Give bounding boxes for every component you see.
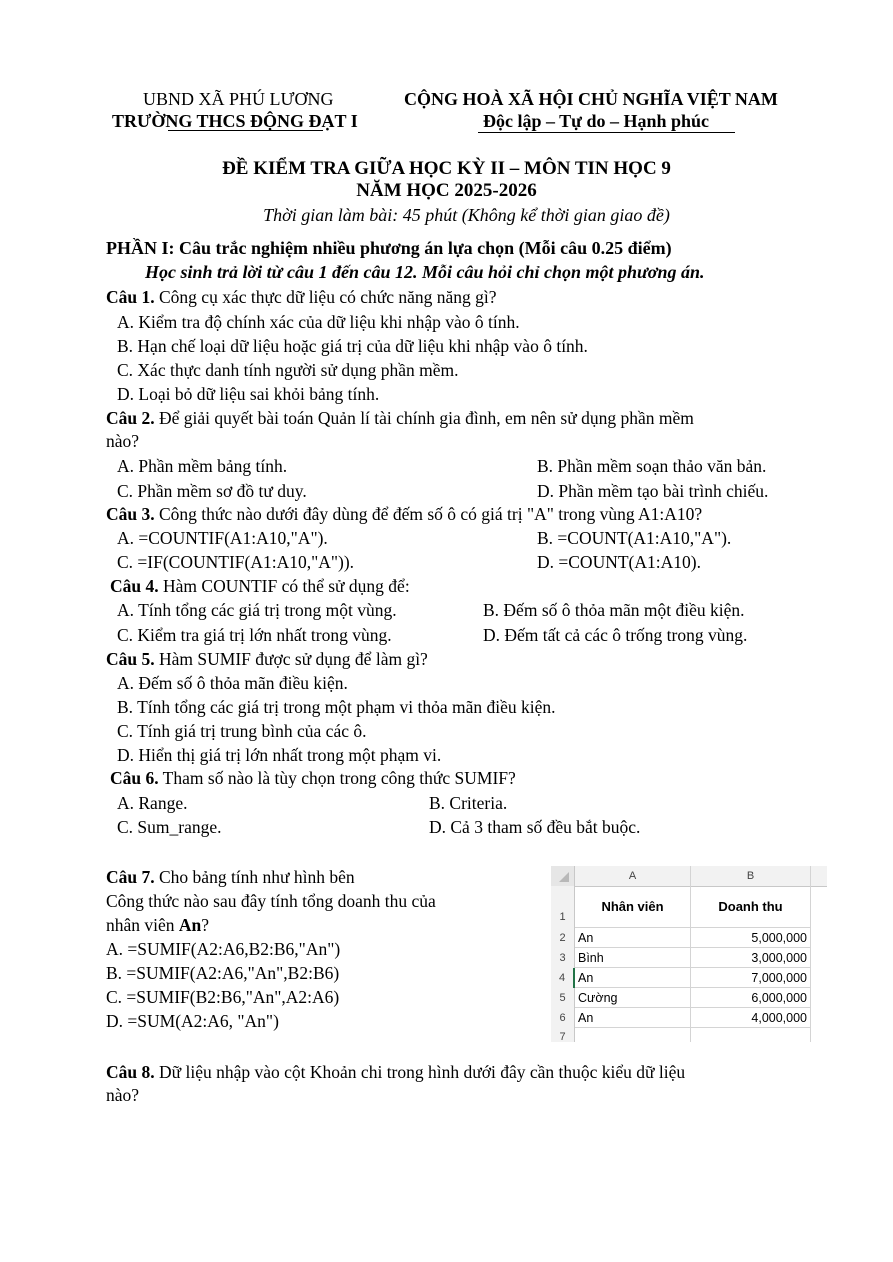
- header-left-line2: TRƯỜNG THCS ĐỘNG ĐẠT I: [112, 111, 358, 131]
- q6-text: Tham số nào là tùy chọn trong công thức SUMIF?: [158, 768, 516, 788]
- sheet-row-number: 3: [551, 948, 575, 968]
- q5-option-d: D. Hiển thị giá trị lớn nhất trong một phạm vi.: [117, 745, 442, 765]
- spreadsheet-image: [551, 866, 827, 1042]
- q3-stem: [106, 503, 702, 525]
- q5-option-b: B. Tính tổng các giá trị trong một phạm vi thỏa mãn điều kiện.: [117, 697, 556, 717]
- q4-option-a: A. Tính tổng các giá trị trong một vùng.: [117, 600, 397, 620]
- header-right-line1: CỘNG HOÀ XÃ HỘI CHỦ NGHĨA VIỆT NAM: [404, 89, 778, 109]
- q1-label: Câu 1.: [106, 287, 155, 307]
- q7-line3-pre: nhân viên: [106, 915, 179, 935]
- q1-option-a: A. Kiểm tra độ chính xác của dữ liệu khi nhập vào ô tính.: [117, 312, 520, 332]
- q6-option-d: D. Cả 3 tham số đều bắt buộc.: [429, 817, 641, 837]
- exam-duration: Thời gian làm bài: 45 phút (Không kể thời gian giao đề): [263, 205, 670, 225]
- select-all-icon: [551, 866, 575, 886]
- sheet-row-6: [551, 1008, 827, 1028]
- sheet-cell-b7: [691, 1028, 811, 1042]
- q7-option-d: D. =SUM(A2:A6, "An"): [106, 1011, 279, 1031]
- sheet-col-a: A: [575, 866, 691, 886]
- q1-option-c: C. Xác thực danh tính người sử dụng phần mềm.: [117, 360, 459, 380]
- sheet-corner: [551, 866, 575, 886]
- q4-text: Hàm COUNTIF có thể sử dụng để:: [158, 576, 410, 596]
- q3-label: Câu 3.: [106, 504, 155, 524]
- sheet-col-b: B: [691, 866, 811, 886]
- part1-heading: PHẦN I: Câu trắc nghiệm nhiều phương án lựa chọn (Mỗi câu 0.25 điểm): [106, 238, 672, 258]
- q2-option-b: B. Phần mềm soạn thảo văn bản.: [537, 456, 767, 476]
- sheet-cell-a3: Bình: [575, 948, 691, 968]
- q7-option-a: A. =SUMIF(A2:A6,B2:B6,"An"): [106, 939, 341, 959]
- sheet-row-number: 4: [551, 968, 575, 988]
- header-right-underline: [478, 132, 735, 133]
- q4-option-c: C. Kiểm tra giá trị lớn nhất trong vùng.: [117, 625, 392, 645]
- sheet-cell-a7: [575, 1028, 691, 1042]
- sheet-cell-b4: 7,000,000: [691, 968, 811, 988]
- q7-option-c: C. =SUMIF(B2:B6,"An",A2:A6): [106, 987, 340, 1007]
- sheet-cell-b6: 4,000,000: [691, 1008, 811, 1028]
- sheet-cell-a1: Nhân viên: [575, 886, 691, 928]
- q1-stem: [106, 286, 497, 308]
- sheet-row-number: 7: [551, 1028, 575, 1042]
- q7-stem: [106, 866, 355, 888]
- q4-label: Câu 4.: [110, 576, 159, 596]
- q2-option-c: C. Phần mềm sơ đồ tư duy.: [117, 481, 307, 501]
- q2-label: Câu 2.: [106, 408, 155, 428]
- header-left-line1: UBND XÃ PHÚ LƯƠNG: [143, 89, 334, 109]
- sheet-row-5: [551, 988, 827, 1008]
- q2-option-d: D. Phần mềm tạo bài trình chiếu.: [537, 481, 769, 501]
- q2-text: Để giải quyết bài toán Quản lí tài chính gia đình, em nên sử dụng phần mềm: [154, 408, 694, 428]
- q4-stem: [110, 575, 410, 597]
- q2-stem-line2: nào?: [106, 431, 140, 451]
- q8-label: Câu 8.: [106, 1062, 155, 1082]
- sheet-cell-b5: 6,000,000: [691, 988, 811, 1008]
- sheet-cell-a2: An: [575, 928, 691, 948]
- q7-text: Cho bảng tính như hình bên: [154, 867, 355, 887]
- q1-option-d: D. Loại bỏ dữ liệu sai khỏi bảng tính.: [117, 384, 380, 404]
- sheet-cell-b3: 3,000,000: [691, 948, 811, 968]
- q7-line2: Công thức nào sau đây tính tổng doanh thu của: [106, 891, 436, 911]
- q7-line3: [106, 914, 209, 936]
- sheet-row-2: [551, 928, 827, 948]
- q6-option-a: A. Range.: [117, 793, 188, 813]
- q8-stem: [106, 1061, 685, 1083]
- q8-text: Dữ liệu nhập vào cột Khoản chi trong hình dưới đây cần thuộc kiểu dữ liệu: [154, 1062, 686, 1082]
- q3-text: Công thức nào dưới đây dùng để đếm số ô có giá trị "A" trong vùng A1:A10?: [154, 504, 703, 524]
- header-right-line2: Độc lập – Tự do – Hạnh phúc: [483, 111, 710, 131]
- q5-stem: [106, 648, 428, 670]
- exam-year: NĂM HỌC 2025-2026: [356, 180, 537, 201]
- q7-line3-name: An: [178, 915, 202, 935]
- q1-text: Công cụ xác thực dữ liệu có chức năng năng gì?: [154, 287, 497, 307]
- q6-label: Câu 6.: [110, 768, 159, 788]
- q7-label: Câu 7.: [106, 867, 155, 887]
- sheet-row-4: [551, 968, 827, 988]
- q7-line3-post: ?: [201, 915, 210, 935]
- sheet-row-3: [551, 948, 827, 968]
- sheet-row-number: 2: [551, 928, 575, 948]
- sheet-row-number: 1: [551, 886, 575, 928]
- q3-option-b: B. =COUNT(A1:A10,"A").: [537, 528, 732, 548]
- sheet-row-number: 5: [551, 988, 575, 1008]
- sheet-cell-a6: An: [575, 1008, 691, 1028]
- q4-option-d: D. Đếm tất cả các ô trống trong vùng.: [483, 625, 748, 645]
- header-left-underline: [168, 130, 323, 131]
- part1-instruction: Học sinh trả lời từ câu 1 đến câu 12. Mỗi câu hỏi chỉ chọn một phương án.: [145, 262, 705, 282]
- q2-option-a: A. Phần mềm bảng tính.: [117, 456, 288, 476]
- q3-option-d: D. =COUNT(A1:A10).: [537, 552, 701, 572]
- q7-option-b: B. =SUMIF(A2:A6,"An",B2:B6): [106, 963, 340, 983]
- sheet-cell-b2: 5,000,000: [691, 928, 811, 948]
- q1-option-b: B. Hạn chế loại dữ liệu hoặc giá trị của dữ liệu khi nhập vào ô tính.: [117, 336, 588, 356]
- q6-option-b: B. Criteria.: [429, 793, 508, 813]
- sheet-row-1: [551, 886, 827, 928]
- sheet-cell-a4: An: [575, 968, 691, 988]
- q6-option-c: C. Sum_range.: [117, 817, 222, 837]
- q3-option-c: C. =IF(COUNTIF(A1:A10,"A")).: [117, 552, 355, 572]
- sheet-cell-b1: Doanh thu: [691, 886, 811, 928]
- sheet-cell-a5: Cường: [575, 988, 691, 1008]
- q5-option-a: A. Đếm số ô thỏa mãn điều kiện.: [117, 673, 348, 693]
- q5-label: Câu 5.: [106, 649, 155, 669]
- sheet-column-header: [551, 866, 827, 887]
- exam-title: ĐỀ KIỂM TRA GIỮA HỌC KỲ II – MÔN TIN HỌC 9: [222, 158, 671, 179]
- q6-stem: [110, 767, 516, 789]
- q2-stem: [106, 407, 694, 429]
- q4-option-b: B. Đếm số ô thỏa mãn một điều kiện.: [483, 600, 745, 620]
- sheet-row-number: 6: [551, 1008, 575, 1028]
- sheet-row-7: [551, 1028, 827, 1042]
- q8-stem-line2: nào?: [106, 1085, 140, 1105]
- q5-text: Hàm SUMIF được sử dụng để làm gì?: [154, 649, 428, 669]
- q5-option-c: C. Tính giá trị trung bình của các ô.: [117, 721, 367, 741]
- q3-option-a: A. =COUNTIF(A1:A10,"A").: [117, 528, 328, 548]
